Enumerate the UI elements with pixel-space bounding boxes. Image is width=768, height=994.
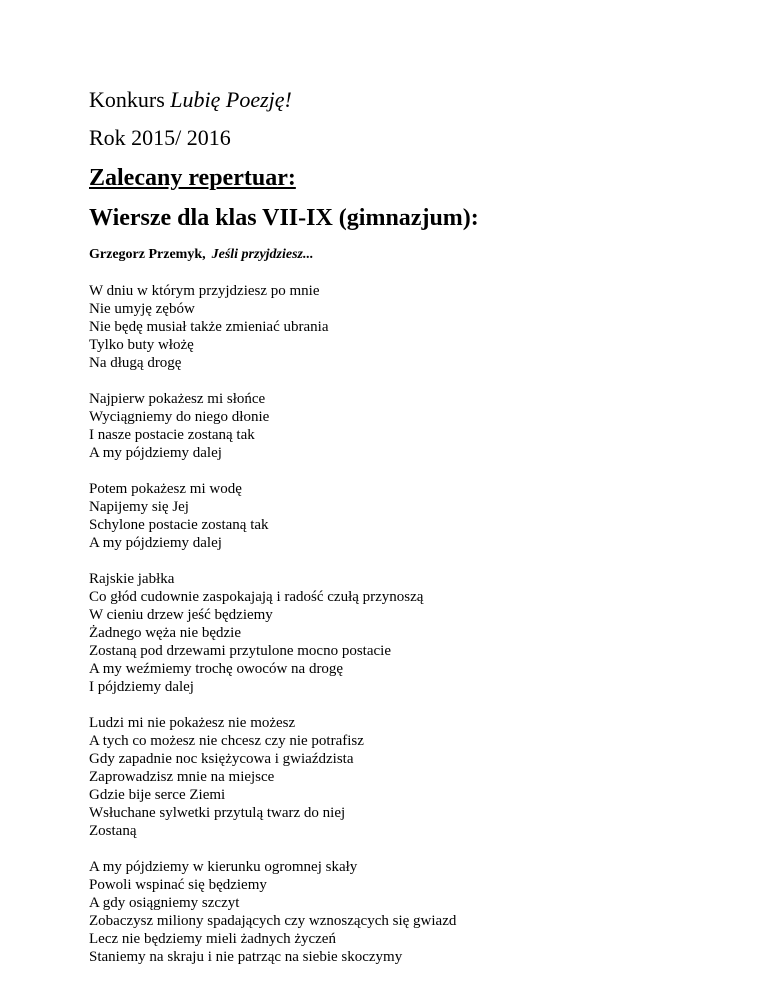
poem-author-line	[89, 246, 314, 264]
poem-line: Staniemy na skraju i nie patrząc na siebie skoczymy	[89, 949, 403, 965]
poem-line: W cieniu drzew jeść będziemy	[89, 607, 273, 623]
school-year-heading: Rok 2015/ 2016	[89, 125, 231, 150]
poem-line: Lecz nie będziemy mieli żadnych życzeń	[89, 931, 336, 947]
stanza-2	[89, 390, 456, 462]
poem-line: A tych co możesz nie chcesz czy nie potrafisz	[89, 733, 364, 749]
poem-line: A my pójdziemy dalej	[89, 535, 222, 551]
stanza-6	[89, 858, 456, 966]
poem-line: Wyciągniemy do niego dłonie	[89, 409, 270, 425]
stanza-5	[89, 714, 456, 840]
poem-line: Na długą drogę	[89, 355, 182, 371]
poem-line: Nie będę musiał także zmieniać ubrania	[89, 319, 329, 335]
poem-line: Ludzi mi nie pokażesz nie możesz	[89, 715, 296, 731]
poem-line: Zobaczysz miliony spadających czy wznoszących się gwiazd	[89, 913, 457, 929]
poem-line: Wsłuchane sylwetki przytulą twarz do niej	[89, 805, 346, 821]
poem-line: A gdy osiągniemy szczyt	[89, 895, 240, 911]
poem-line: Zostaną	[89, 823, 137, 839]
poem-line: Rajskie jabłka	[89, 571, 175, 587]
poem-line: A my weźmiemy trochę owoców na drogę	[89, 661, 344, 677]
poem-line: Gdy zapadnie noc księżycowa i gwiaździsta	[89, 751, 354, 767]
poem-line: Gdzie bije serce Ziemi	[89, 787, 226, 803]
contest-name: Lubię Poezję!	[170, 87, 292, 112]
poem-body	[89, 282, 456, 984]
poem-line: Schylone postacie zostaną tak	[89, 517, 269, 533]
poem-line: Nie umyję zębów	[89, 301, 195, 317]
poem-line: Najpierw pokażesz mi słońce	[89, 391, 266, 407]
stanza-4	[89, 570, 456, 696]
poem-line: I pójdziemy dalej	[89, 679, 194, 695]
contest-heading	[89, 86, 292, 114]
repertoire-heading: Zalecany repertuar:	[89, 165, 296, 191]
poem-line: I nasze postacie zostaną tak	[89, 427, 255, 443]
poem-line: Tylko buty włożę	[89, 337, 194, 353]
poem-line: Co głód cudownie zaspokajają i radość czułą przynoszą	[89, 589, 424, 605]
contest-prefix: Konkurs	[89, 87, 165, 112]
poem-line: Potem pokażesz mi wodę	[89, 481, 242, 497]
poem-line: A my pójdziemy dalej	[89, 445, 222, 461]
poem-line: Napijemy się Jej	[89, 499, 189, 515]
poem-title: Jeśli przyjdziesz...	[211, 247, 314, 262]
poem-line: Zostaną pod drzewami przytulone mocno postacie	[89, 643, 391, 659]
poem-line: A my pójdziemy w kierunku ogromnej skały	[89, 859, 358, 875]
stanza-1	[89, 282, 456, 372]
poem-line: Powoli wspinać się będziemy	[89, 877, 267, 893]
stanza-3	[89, 480, 456, 552]
poem-line: W dniu w którym przyjdziesz po mnie	[89, 283, 320, 299]
poem-author: Grzegorz Przemyk,	[89, 247, 206, 262]
poem-line: Zaprowadzisz mnie na miejsce	[89, 769, 275, 785]
poem-line: Żadnego węża nie będzie	[89, 625, 241, 641]
class-group-heading: Wiersze dla klas VII-IX (gimnazjum):	[89, 205, 479, 231]
